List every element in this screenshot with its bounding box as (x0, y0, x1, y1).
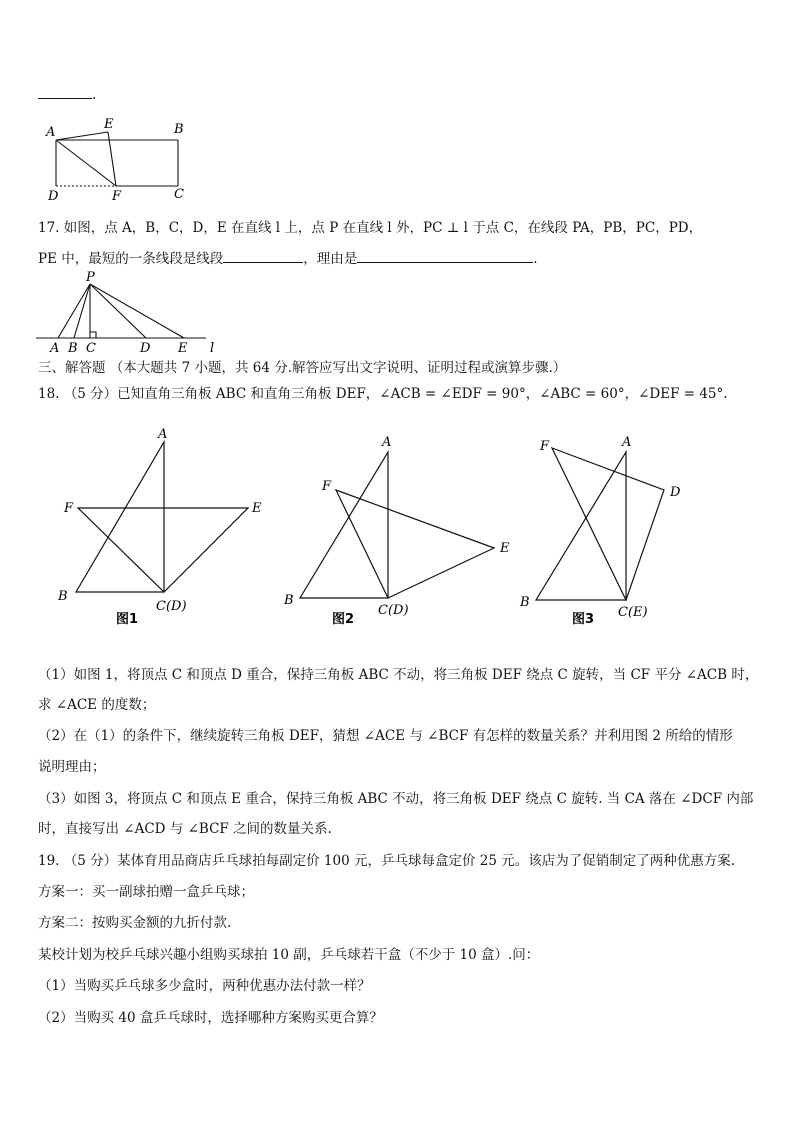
q16-label-d: D (48, 189, 59, 204)
q18-part3-line1: （3）如图 3，将顶点 C 和顶点 E 重合，保持三角板 ABC 不动，将三角板 DEF 绕点 C 旋转. 当 CA 落在 ∠DCF 内部 (38, 791, 754, 807)
q16-label-a: A (46, 125, 56, 140)
q16-label-f: F (112, 189, 122, 204)
q19-plan-1: 方案一：买一副球拍赠一盒乒乓球； (38, 884, 254, 900)
q18-part3-line2: 时，直接写出 ∠ACD 与 ∠BCF 之间的数量关系. (38, 821, 332, 837)
fig3-label-b: B (520, 595, 530, 610)
q19-context: 某校计划为校乒乓球兴趣小组购买球拍 10 副，乒乓球若干盒（不少于 10 盒）.问： (38, 947, 540, 963)
q18-part1-line2: 求 ∠ACE 的度数； (38, 697, 156, 713)
q16-label-c: C (174, 187, 184, 202)
fig2-caption: 图2 (332, 612, 355, 627)
q16-answer-line (38, 84, 96, 105)
fig1-label-b: B (58, 589, 68, 604)
q17-label-a: A (50, 341, 60, 356)
q17-label-l: l (210, 341, 215, 356)
q18-part2-line2: 说明理由； (38, 759, 106, 775)
q18-figure-3 (514, 420, 714, 635)
fig3-caption: 图3 (572, 612, 595, 627)
q17-blank-2 (357, 248, 533, 263)
q19-sub-2: （2）当购买 40 盒乒乓球时，选择哪种方案购买更合算？ (38, 1010, 383, 1026)
q18-figure-1 (50, 420, 280, 635)
fig3-label-f: F (540, 439, 550, 454)
fig3-label-ce: C(E) (618, 605, 648, 620)
fig2-label-f: F (322, 479, 332, 494)
fig1-label-a: A (158, 427, 168, 442)
q19-intro: 19. （5 分）某体育用品商店乒乓球拍每副定价 100 元，乒乓球每盒定价 25 元。该店为了促销制定了两种优惠方案. (38, 853, 736, 869)
q18-part2-line1: （2）在（1）的条件下，继续旋转三角板 DEF，猜想 ∠ACE 与 ∠BCF 有怎样的数量关系？并利用图 2 所给的情形 (38, 728, 733, 744)
q18-figure-2 (278, 420, 518, 635)
fig1-label-e: E (252, 501, 262, 516)
q18-part1-line1: （1）如图 1，将顶点 C 和顶点 D 重合，保持三角板 ABC 不动，将三角板 DEF 绕点 C 旋转，当 CF 平分 ∠ACB 时， (38, 667, 759, 683)
q19-plan-2: 方案二：按购买金额的九折付款. (38, 915, 232, 931)
section-3-header: 三、解答题 （本大题共 7 小题，共 64 分.解答应写出文字说明、证明过程或演算步骤.） (38, 360, 567, 376)
q16-label-e: E (104, 118, 114, 132)
fig1-caption: 图1 (116, 612, 139, 627)
q17-figure (34, 270, 224, 356)
q17-label-c: C (86, 341, 96, 356)
q17-text-a: PE 中，最短的一条线段是线段 (38, 251, 224, 267)
q17-text-c: . (533, 251, 538, 267)
q17-text-b: ，理由是 (303, 251, 358, 267)
q17-label-p: P (86, 270, 95, 285)
fig2-label-e: E (500, 541, 510, 556)
fig3-label-d: D (670, 485, 681, 500)
fig1-label-f: F (64, 501, 74, 516)
q18-intro: 18. （5 分）已知直角三角板 ABC 和直角三角板 DEF，∠ACB = ∠EDF = 90°，∠ABC = 60°，∠DEF = 45°. (38, 386, 728, 402)
fig1-label-cd: C(D) (156, 599, 187, 614)
q17-blank-1 (223, 248, 303, 263)
q16-tail: . (92, 87, 97, 103)
q17-label-e: E (178, 341, 188, 356)
q16-answer-blank (38, 84, 92, 99)
fig2-label-cd: C(D) (378, 603, 409, 618)
q17-label-b: B (68, 341, 78, 356)
fig2-label-b: B (284, 593, 294, 608)
q19-sub-1: （1）当购买乒乓球多少盒时，两种优惠办法付款一样？ (38, 978, 371, 994)
q17-label-d: D (140, 341, 151, 356)
q16-label-b: B (174, 122, 184, 137)
q17-line-2 (38, 248, 538, 269)
q17-line-1: 17. 如图，点 A，B，C，D，E 在直线 l 上，点 P 在直线 l 外，PC ⊥ l 于点 C，在线段 PA，PB，PC，PD， (38, 220, 703, 236)
fig2-label-a: A (382, 435, 392, 450)
q16-figure (40, 118, 200, 208)
fig3-label-a: A (622, 435, 632, 450)
